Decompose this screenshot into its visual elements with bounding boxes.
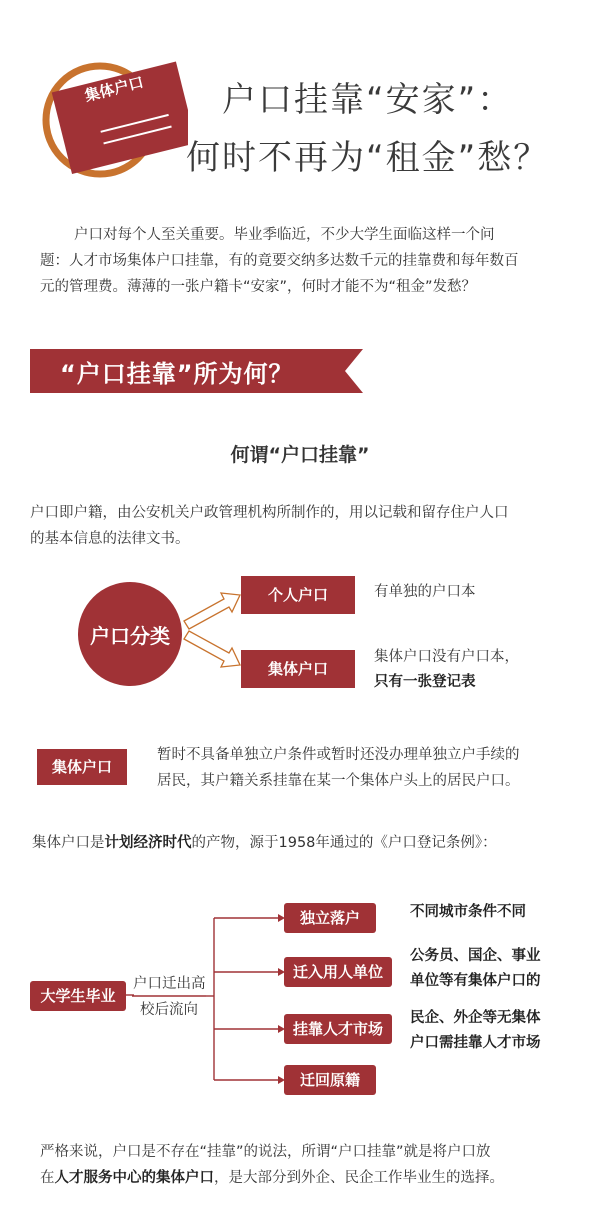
collective-def-line-2: 居民，其户籍关系挂靠在某一个集体户头上的居民户口。 <box>157 773 520 789</box>
flow-option-return-origin <box>284 1065 376 1095</box>
origin-bold: 计划经济时代 <box>104 835 192 851</box>
origin-prefix: 集体户口是 <box>32 835 105 851</box>
flow-note-employer-2: 单位等有集体户口的 <box>410 973 541 989</box>
collective-hukou-note-2: 只有一张登记表 <box>374 674 476 690</box>
card-label: 集体户口 <box>82 72 146 105</box>
flow-option-label: 迁回原籍 <box>299 1071 360 1089</box>
flow-middle-line-1: 户口迁出高 <box>133 976 206 992</box>
flow-option-label: 独立落户 <box>299 909 360 927</box>
section-banner-title: “户口挂靠”所为何？ <box>60 360 294 388</box>
personal-hukou-note: 有单独的户口本 <box>374 584 476 600</box>
intro-line-1: 户口对每个人至关重要。毕业季临近，不少大学生面临这样一个问 <box>74 227 495 243</box>
personal-hukou-box <box>241 576 355 614</box>
collective-def-line-1: 暂时不具备单独立户条件或暂时还没办理单独立户手续的 <box>157 747 520 763</box>
page-title-line1: 户口挂靠“安家”： <box>222 80 514 120</box>
closing-bold: 人才服务中心的集体户口 <box>54 1170 214 1186</box>
definition-line-2: 的基本信息的法律文书。 <box>30 531 190 547</box>
flow-start-label: 大学生毕业 <box>40 987 116 1005</box>
flow-note-employer-1: 公务员、国企、事业 <box>410 948 541 964</box>
flow-option-talent-market <box>284 1014 392 1044</box>
classification-arrows <box>182 585 244 685</box>
flow-option-label: 挂靠人才市场 <box>292 1020 383 1038</box>
flow-note-independent: 不同城市条件不同 <box>410 904 526 920</box>
collective-hukou-card-illustration <box>38 48 188 178</box>
intro-line-3: 元的管理费。薄薄的一张户籍卡“安家”，何时才能不为“租金”发愁？ <box>40 279 477 295</box>
flow-start-box <box>30 981 126 1011</box>
origin-sentence <box>32 829 497 857</box>
collective-hukou-label: 集体户口 <box>267 660 328 678</box>
card-graphic <box>38 48 188 178</box>
page-title-line2: 何时不再为“租金”愁？ <box>186 138 550 178</box>
flow-note-talent-2: 户口需挂靠人才市场 <box>410 1035 541 1051</box>
flow-option-employer <box>284 957 392 987</box>
definition-line-1: 户口即户籍，由公安机关户政管理机构所制作的，用以记载和留存住户人口 <box>30 505 509 521</box>
flow-middle-line-2: 校后流向 <box>140 1002 198 1018</box>
origin-suffix: 的产物，源于1958年通过的《户口登记条例》： <box>191 835 497 851</box>
closing-line-1: 严格来说，户口是不存在“挂靠”的说法，所谓“户口挂靠”就是将户口放 <box>40 1144 491 1160</box>
section-subheading: 何谓“户口挂靠” <box>230 444 370 466</box>
flow-option-label: 迁入用人单位 <box>292 963 383 981</box>
collective-hukou-note-1: 集体户口没有户口本， <box>374 649 519 665</box>
closing-line-2 <box>40 1164 504 1192</box>
collective-hukou-box <box>241 650 355 688</box>
collective-tag <box>37 749 127 785</box>
flow-note-talent-1: 民企、外企等无集体 <box>410 1010 541 1026</box>
classification-center-circle <box>78 582 182 686</box>
closing-prefix: 在 <box>40 1170 55 1186</box>
personal-hukou-label: 个人户口 <box>267 586 328 604</box>
closing-suffix: ，是大部分到外企、民企工作毕业生的选择。 <box>214 1170 504 1186</box>
collective-tag-label: 集体户口 <box>51 758 112 776</box>
classification-center-label: 户口分类 <box>90 623 170 648</box>
flow-option-independent <box>284 903 376 933</box>
intro-line-2: 题：人才市场集体户口挂靠，有的竟要交纳多达数千元的挂靠费和每年数百 <box>40 253 519 269</box>
